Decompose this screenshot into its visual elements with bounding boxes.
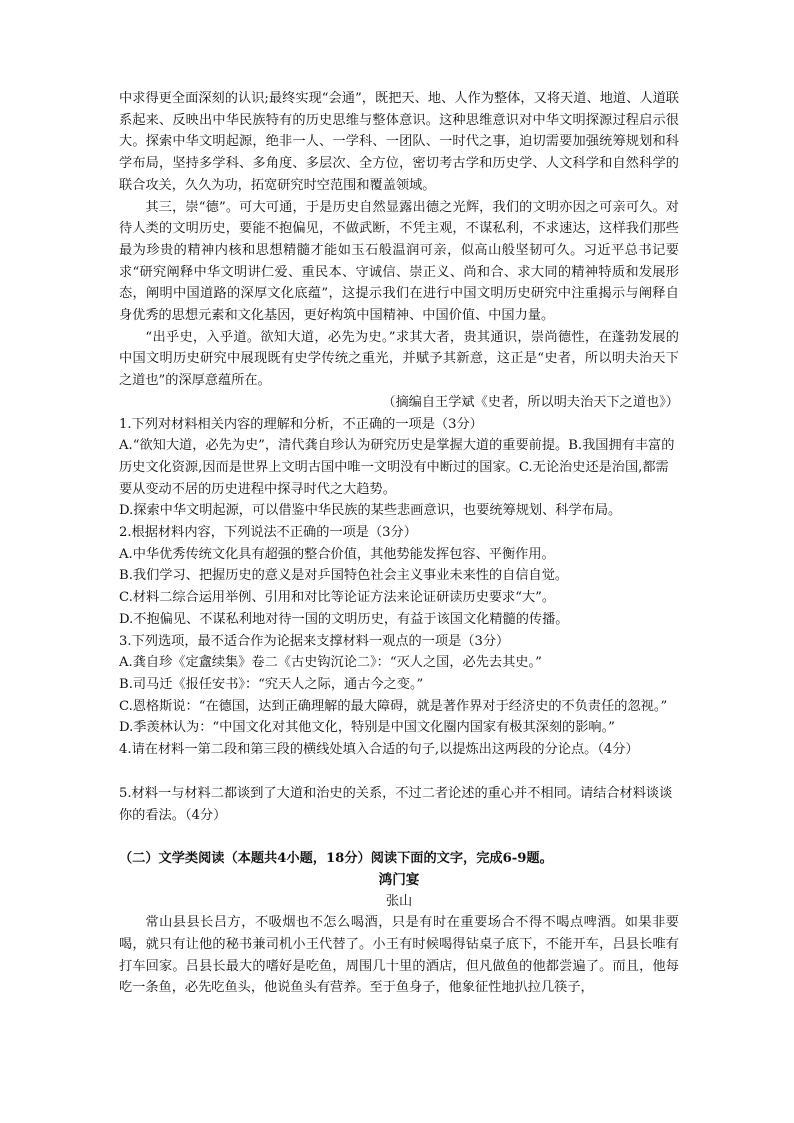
exam-page [119,88,679,999]
question-3-option-b: B.司马迁《报任安书》：“究天人之际，通古今之变。” [119,676,424,692]
question-2-stem: 2.根据材料内容，下列说法不正确的一项是（3分） [119,525,417,541]
question-2-option-b: B.我们学习、把握历史的意义是对乒国特色社会主义事业未来性的自信自觉。 [119,568,569,584]
question-3-option-d: D.季羡林认为：“中国文化对其他文化，特别是中国文化圈内国家有极其深刻的影响。” [119,720,615,736]
question-1-option-d: D.探索中华文明起源，可以借鉴中华民族的某些悲画意识，也要统筹规划、科学布局。 [119,503,622,519]
question-3-stem: 3.下列选项，最不适合作为论据来支撑材料一观点的一项是（3分） [119,633,510,649]
story-author: 张山 [385,894,413,910]
question-2-option-d: D.不抱偏见、不谋私利地对待一国的文明历史，有益于该国文化精髓的传播。 [119,611,569,627]
answer-space [119,761,679,783]
question-2-option-a: A.中华优秀传统文化具有超强的整合价值，其他势能发挥包容、平衡作用。 [119,546,555,562]
question-3-option-a: A.龚自珍《定盦续集》卷二《古史钩沉论二》：“灭人之国，必先去其史。” [119,655,542,671]
question-2-option-c: C.材料二综合运用举例、引用和对比等论证方法来论证研读历史要求“大”。 [119,590,556,606]
question-3-option-c: C.恩格斯说：“在德国，达到正确理解的最大障碍，就是著作界对于经济史的不负责任的忽视。” [119,698,668,714]
source-citation: （摘编自王学斌《史者，所以明夫治天下之道也》） [382,394,679,410]
passage-paragraph-3: “出乎史，入乎道。欲知大道，必先为史。”求其大者，贵其通识，崇尚德性，在蓬勃发展的中国文明历史研究中展现既有史学传统之重光，并赋予其新意，这正是“史者，所以明夫治天下之道也”的深厚意蕴所在。 [119,329,679,389]
section-heading: （二）文学类阅读（本题共4小题，18分）阅读下面的文字，完成6-9题。 [119,851,553,867]
question-4: 4.请在材料一第二段和第三段的横线处填入合适的句子,以提炼出这两段的分论点。（4分） [119,742,639,758]
section-spacer [119,826,679,848]
story-paragraph-1: 常山县县长吕方，不吸烟也不怎么喝酒，只是有时在重要场合不得不喝点啤酒。如果非要喝，就只有让他的秘书兼司机小王代替了。小王有时候喝得钻桌子底下，不能开车，吕县长唯有打车回家。吕县长最大的嗜好是吃鱼，周围几十里的酒店，但凡做鱼的他都尝遍了。而且，他每吃一条鱼，必先吃鱼头，他说鱼头有营养。至于鱼身子，他象征性地扒拉几筷子， [119,915,679,996]
question-5: 5.材料一与材料二都谈到了大道和治史的关系，不过二者论述的重心并不相同。请结合材料谈谈你的看法。（4分） [119,785,673,823]
question-1-stem: 1.下列对材料相关内容的理解和分析，不正确的一项是（3分） [119,416,483,432]
story-title: 鸿门宴 [378,872,420,889]
passage-paragraph-1: 中求得更全面深刻的认识;最终实现“会通”，既把天、地、人作为整体，又将天道、地道、人道联系起来、反映出中华民族特有的历史思维与整体意识。这种思维意识对中华文明探源过程启示很大。探索中华文明起源，绝非一人、一学科、一团队、一时代之事，迫切需要加强统筹规划和科学布局，坚持多学科、多角度、多层次、全方位，密切考古学和历史学、人文科学和自然科学的联合攻关，久久为功，拓宽研究时空范围和覆盖领域。 [119,91,679,193]
question-1-options-abc: A.“欲知大道，必先为史”，清代龚自珍认为研究历史是掌握大道的重要前提。B.我国拥有丰富的历史文化资源,因而是世界上文明古国中唯一文明没有中断过的国家。C.无论治史还是治国,都需要从变动不居的历史进程中探寻时代之大趋势。 [119,438,675,497]
passage-paragraph-2: 其三，崇“德”。可大可通，于是历史自然显露出德之光辉，我们的文明亦因之可亲可久。对待人类的文明历史，要能不抱偏见，不做武断，不凭主观，不谋私利，不求速达，这样我们那些最为珍贵的精神内核和思想精髓才能如玉石般温润可亲，似高山般坚韧可久。习近平总书记要求“研究阐释中华文明讲仁爱、重民本、守诚信、崇正义、尚和合、求大同的精神特质和发展形态，阐明中国道路的深厚文化底蕴”，这提示我们在进行中国文明历史研究中注重揭示与阐释自身优秀的思想元素和文化基因，更好构筑中国精神、中国价值、中国力量。 [119,199,679,324]
